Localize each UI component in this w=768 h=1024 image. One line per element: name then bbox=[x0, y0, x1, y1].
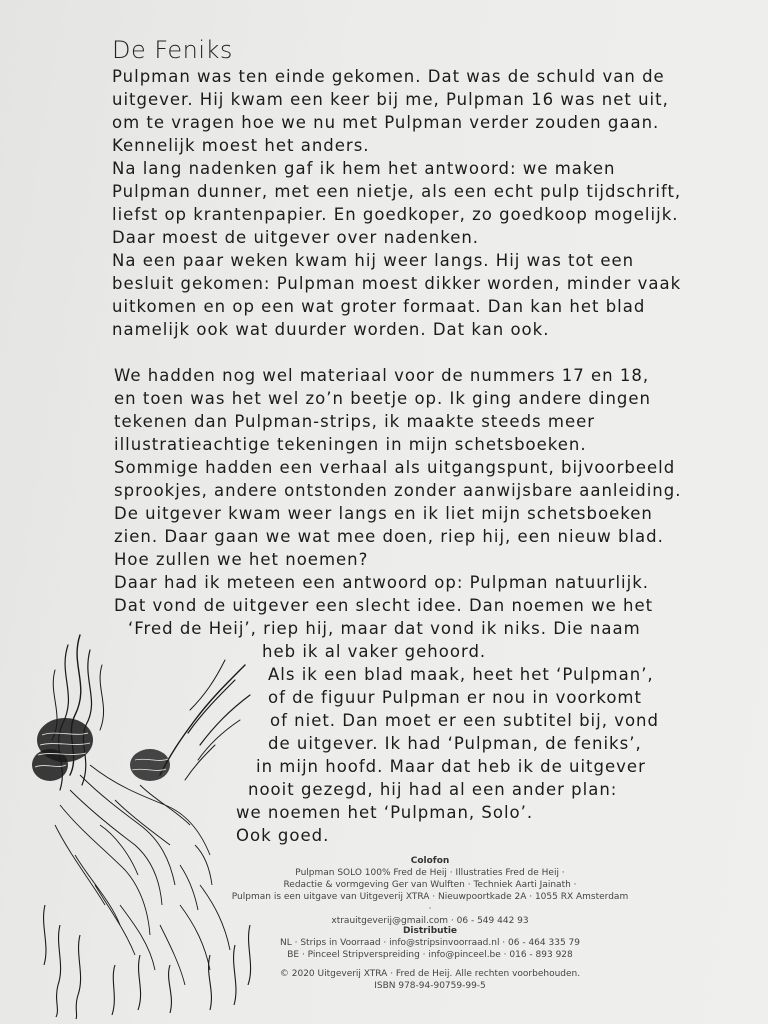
text-line: de uitgever. Ik had ‘Pulpman, de feniks’, bbox=[268, 734, 642, 753]
colofon-line: Redactie & vormgeving Ger van Wulften · Techniek Aarti Jainath · bbox=[283, 880, 577, 890]
copyright bbox=[230, 968, 630, 992]
text-line: liefst op krantenpapier. En goedkoper, zo goedkoop mogelijk. bbox=[112, 205, 679, 224]
text-line: en toen was het wel zo’n beetje op. Ik ging andere dingen bbox=[114, 389, 652, 408]
text-line: Kennelijk moest het anders. bbox=[112, 136, 370, 155]
text-line: Dat vond de uitgever een slecht idee. Dan noemen we het bbox=[114, 596, 654, 615]
distributie-heading: Distributie bbox=[402, 926, 458, 936]
text-line: in mijn hoofd. Maar dat heb ik de uitgever bbox=[256, 757, 646, 776]
text-line: of de figuur Pulpman er nou in voorkomt bbox=[268, 688, 642, 707]
text-line: tekenen dan Pulpman-strips, ik maakte steeds meer bbox=[114, 412, 596, 431]
text-line: besluit gekomen: Pulpman moest dikker worden, minder vaak bbox=[112, 274, 682, 293]
colofon-line: Pulpman SOLO 100% Fred de Heij · Illustraties Fred de Heij · bbox=[295, 868, 565, 878]
text-line: Na een paar weken kwam hij weer langs. Hij was tot een bbox=[112, 251, 635, 270]
text-line: Hoe zullen we het noemen? bbox=[114, 550, 369, 569]
colofon-line: xtrauitgeverij@gmail.com · 06 - 549 442 93 bbox=[331, 916, 529, 926]
text-line: We hadden nog wel materiaal voor de nummers 17 en 18, bbox=[114, 366, 650, 385]
distributie bbox=[230, 925, 630, 961]
phoenix-illustration bbox=[20, 625, 260, 1020]
text-line: om te vragen hoe we nu met Pulpman verder zouden gaan. bbox=[112, 113, 660, 132]
text-line: zien. Daar gaan we wat mee doen, riep hij, een nieuw blad. bbox=[114, 527, 664, 546]
text-line: namelijk ook wat duurder worden. Dat kan ook. bbox=[112, 320, 550, 339]
text-line: Als ik een blad maak, heet het ‘Pulpman’, bbox=[268, 665, 654, 684]
text-line: uitkomen en op een wat groter formaat. Dan kan het blad bbox=[112, 297, 646, 316]
text-line: De uitgever kwam weer langs en ik liet mijn schetsboeken bbox=[114, 504, 653, 523]
text-line: illustratieachtige tekeningen in mijn schetsboeken. bbox=[114, 435, 587, 454]
text-line: Na lang nadenken gaf ik hem het antwoord: we maken bbox=[112, 159, 616, 178]
distributie-line: NL · Strips in Voorraad · info@stripsinvoorraad.nl · 06 - 464 335 79 bbox=[280, 938, 580, 948]
text-line: nooit gezegd, hij had al een ander plan: bbox=[248, 780, 618, 799]
isbn: ISBN 978-94-90759-99-5 bbox=[374, 981, 486, 991]
colofon bbox=[230, 855, 630, 927]
text-line: Ook goed. bbox=[236, 826, 330, 845]
page-title: De Feniks bbox=[112, 36, 233, 64]
text-line: Pulpman dunner, met een nietje, als een echt pulp tijdschrift, bbox=[112, 182, 682, 201]
colofon-heading: Colofon bbox=[410, 856, 450, 866]
text-line: uitgever. Hij kwam een keer bij me, Pulpman 16 was net uit, bbox=[112, 90, 669, 109]
text-line: sprookjes, andere ontstonden zonder aanwijsbare aanleiding. bbox=[114, 481, 682, 500]
text-line: of niet. Dan moet er een subtitel bij, vond bbox=[270, 711, 659, 730]
text-line: Daar moest de uitgever over nadenken. bbox=[112, 228, 480, 247]
text-line: Pulpman was ten einde gekomen. Dat was de schuld van de bbox=[112, 67, 665, 86]
text-line: we noemen het ‘Pulpman, Solo’. bbox=[236, 803, 534, 822]
copyright-line: © 2020 Uitgeverij XTRA · Fred de Heij. Alle rechten voorbehouden. bbox=[279, 969, 581, 979]
text-line: ‘Fred de Heij’, riep hij, maar dat vond ik niks. Die naam bbox=[128, 619, 641, 638]
text-line: heb ik al vaker gehoord. bbox=[262, 642, 487, 661]
text-line: Sommige hadden een verhaal als uitgangspunt, bijvoorbeeld bbox=[114, 458, 676, 477]
colofon-line: Pulpman is een uitgave van Uitgeverij XTRA · Nieuwpoortkade 2A · 1055 RX Amsterdam · bbox=[231, 892, 629, 914]
text-line: Daar had ik meteen een antwoord op: Pulpman natuurlijk. bbox=[114, 573, 649, 592]
distributie-line: BE · Pinceel Stripverspreiding · info@pinceel.be · 016 - 893 928 bbox=[287, 950, 573, 960]
